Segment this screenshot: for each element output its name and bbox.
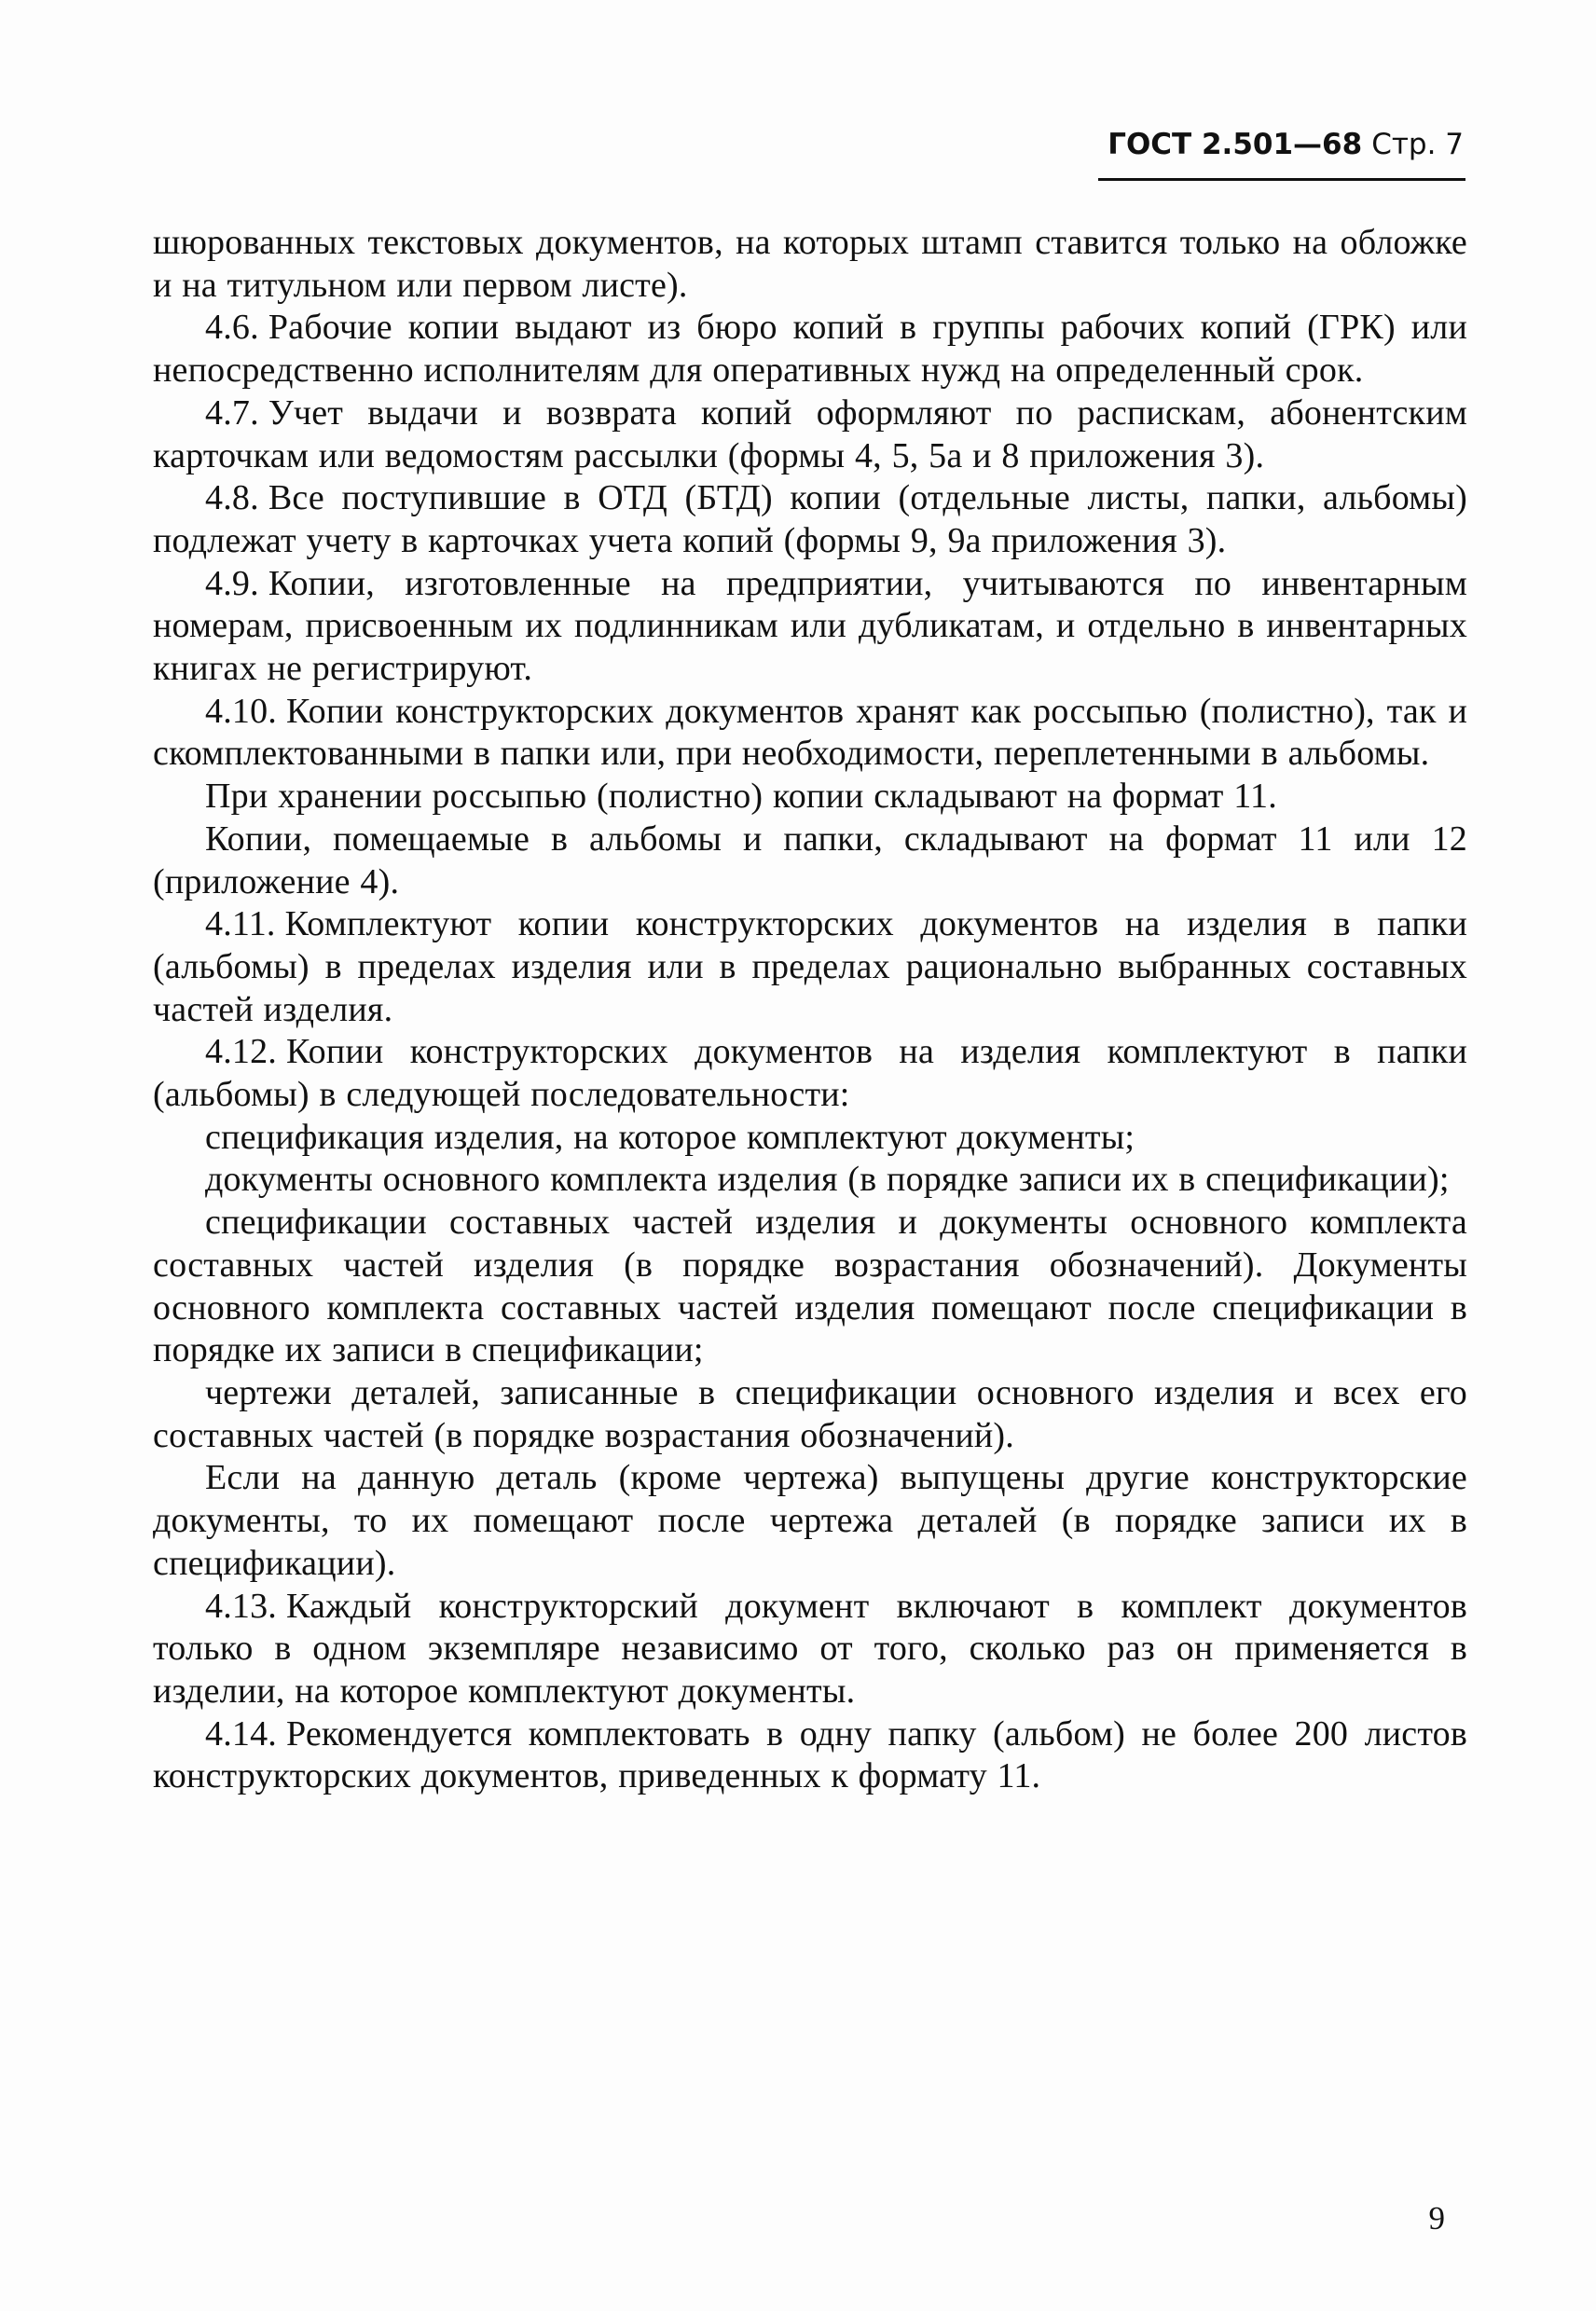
clause-number: 4.10. — [205, 691, 277, 731]
clause-number: 4.11. — [205, 904, 276, 944]
clause-text: Каждый конструкторский документ включают в комплект документов только в одном экземпляре независимо от того, сколько раз он применяется в изделии, на которое комплектуют документы. — [153, 1586, 1467, 1711]
standard-designation: ГОСТ 2.501—68 — [1108, 128, 1363, 161]
sequence-text: документы основного комплекта изделия (в порядке записи их в спецификации); — [205, 1160, 1450, 1200]
clause-number: 4.6. — [205, 308, 259, 348]
clause-number: 4.13. — [205, 1586, 277, 1626]
sequence-item-specification — [153, 1117, 1467, 1160]
clause-number: 4.7. — [205, 392, 259, 433]
page-reference: Стр. 7 — [1371, 128, 1464, 161]
clause-4-14 — [153, 1713, 1467, 1798]
clause-number: 4.14. — [205, 1713, 277, 1754]
clause-4-6 — [153, 307, 1467, 392]
clause-number: 4.12. — [205, 1032, 277, 1072]
document-body — [153, 222, 1467, 1798]
clause-number: 4.8. — [205, 478, 259, 518]
clause-number: 4.9. — [205, 563, 259, 603]
paragraph-text: шюрованных текстовых документов, на которых штамп ставится только на обложке и на титульном или первом листе). — [153, 223, 1467, 305]
sequence-item-part-drawings — [153, 1372, 1467, 1457]
sequence-text: чертежи деталей, записанные в спецификации основного изделия и всех его составных частей (в порядке возрастания обозначений). — [153, 1372, 1467, 1455]
page-number: 9 — [1428, 2200, 1445, 2236]
clause-4-10 — [153, 691, 1467, 776]
additional-documents-paragraph — [153, 1457, 1467, 1585]
album-format-paragraph — [153, 818, 1467, 903]
clause-4-13 — [153, 1586, 1467, 1713]
sequence-item-main-documents — [153, 1159, 1467, 1202]
storage-format-paragraph — [153, 776, 1467, 818]
sequence-text: спецификации составных частей изделия и документы основного комплекта составных частей изделия (в порядке возрастания обозначений). Документы основного комплекта составных частей изделия помещают после спецификации в порядке их записи в спецификации; — [153, 1203, 1467, 1370]
sequence-item-component-specifications — [153, 1202, 1467, 1372]
paragraph-text: Копии, помещаемые в альбомы и папки, складывают на формат 11 или 12 (приложение 4). — [153, 818, 1467, 901]
header-rule — [1098, 178, 1465, 181]
clause-text: Рабочие копии выдают из бюро копий в группы рабочих копий (ГРК) или непосредственно исполнителям для оперативных нужд на определенный срок. — [153, 308, 1467, 391]
running-header — [1100, 126, 1464, 184]
clause-text: Рекомендуется комплектовать в одну папку (альбом) не более 200 листов конструкторских документов, приведенных к формату 11. — [153, 1713, 1467, 1796]
sequence-text: спецификация изделия, на которое комплектуют документы; — [205, 1117, 1135, 1157]
clause-text: Учет выдачи и возврата копий оформляют по распискам, абонентским карточкам или ведомостям рассылки (формы 4, 5, 5а и 8 приложения 3). — [153, 392, 1467, 475]
clause-text: Все поступившие в ОТД (БТД) копии (отдельные листы, папки, альбомы) подлежат учету в карточках учета копий (формы 9, 9а приложения 3). — [153, 478, 1467, 560]
clause-text: Копии конструкторских документов на изделия комплектуют в папки (альбомы) в следующей последовательности: — [153, 1032, 1467, 1115]
clause-text: Копии конструкторских документов хранят как россыпью (полистно), так и скомплектованными в папки или, при необходимости, переплетенными в альбомы. — [153, 691, 1467, 774]
clause-4-8 — [153, 477, 1467, 562]
paragraph-continued — [153, 222, 1467, 307]
clause-4-11 — [153, 903, 1467, 1031]
clause-4-12 — [153, 1031, 1467, 1116]
paragraph-text: Если на данную деталь (кроме чертежа) выпущены другие конструкторские документы, то их помещают после чертежа деталей (в порядке записи их в спецификации). — [153, 1458, 1467, 1583]
clause-4-7 — [153, 392, 1467, 477]
paragraph-text: При хранении россыпью (полистно) копии складывают на формат 11. — [205, 777, 1277, 817]
clause-text: Комплектуют копии конструкторских документов на изделия в папки (альбомы) в пределах изделия или в пределах рационально выбранных составных частей изделия. — [153, 904, 1467, 1029]
clause-4-9 — [153, 563, 1467, 691]
clause-text: Копии, изготовленные на предприятии, учитываются по инвентарным номерам, присвоенным их подлинникам или дубликатам, и отдельно в инвентарных книгах не регистрируют. — [153, 563, 1467, 689]
